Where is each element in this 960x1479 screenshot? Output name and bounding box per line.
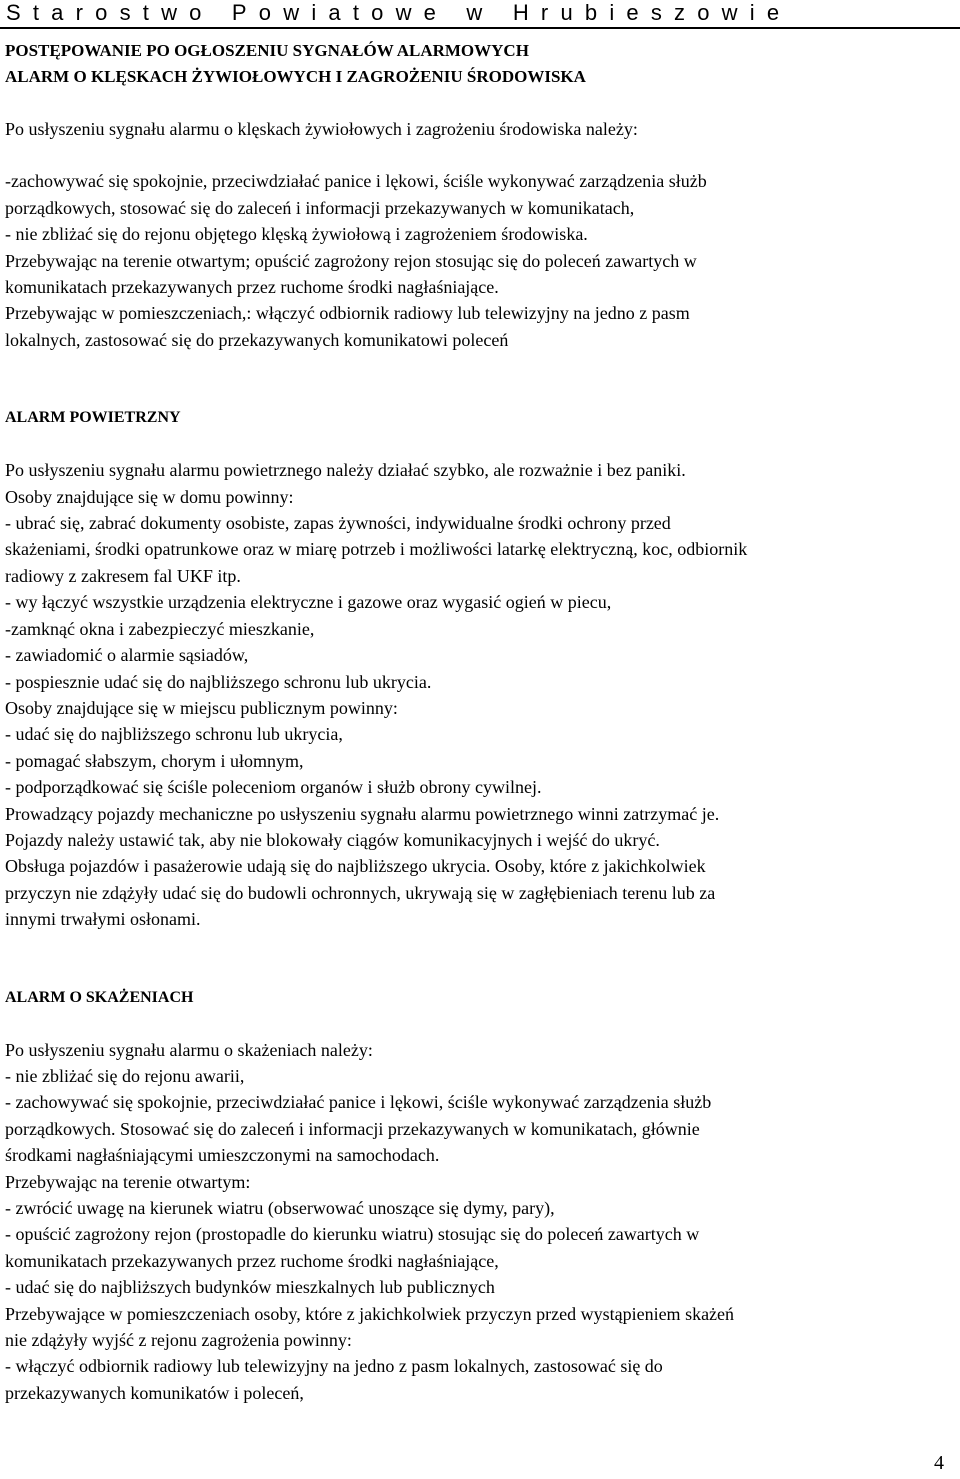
text-line: - pomagać słabszym, chorym i ułomnym, — [5, 750, 304, 771]
section2-heading: ALARM POWIETRZNY — [5, 409, 181, 427]
text-line: Osoby znajdujące się w domu powinny: — [5, 486, 294, 507]
text-line: przyczyn nie zdążyły udać się do budowli ochronnych, ukrywają się w zagłębieniach terenu lub za — [5, 882, 716, 903]
text-line: Przebywając w pomieszczeniach,: włączyć odbiornik radiowy lub telewizyjny na jedno z pasm — [5, 303, 690, 324]
heading-line: POSTĘPOWANIE PO OGŁOSZENIU SYGNAŁÓW ALARMOWYCH — [5, 41, 529, 60]
text-line: - zachowywać się spokojnie, przeciwdziałać panice i lękowi, ściśle wykonywać zarządzenia służb — [5, 1092, 712, 1113]
text-line: komunikatach przekazywanych przez ruchome środki nagłaśniające, — [5, 1250, 499, 1271]
text-line: Osoby znajdujące się w miejscu publicznym powinny: — [5, 697, 398, 718]
heading-line: ALARM O KLĘSKACH ŻYWIOŁOWYCH I ZAGROŻENIU ŚRODOWISKA — [5, 67, 586, 86]
text-line: Pojazdy należy ustawić tak, aby nie blokowały ciągów komunikacyjnych i wejść do ukryć. — [5, 829, 660, 850]
text-line: Prowadzący pojazdy mechaniczne po usłyszeniu sygnału alarmu powietrznego winni zatrzymać je. — [5, 803, 720, 824]
text-line: lokalnych, zastosować się do przekazywanych komunikatowi poleceń — [5, 329, 509, 350]
text-line: Przebywając na terenie otwartym; opuścić zagrożony rejon stosując się do poleceń zawartych w — [5, 250, 697, 271]
document-body — [5, 38, 955, 1406]
text-line: - udać się do najbliższego schronu lub ukrycia, — [5, 724, 343, 745]
text-line: komunikatach przekazywanych przez ruchome środki nagłaśniające. — [5, 277, 499, 298]
section2-text — [5, 457, 955, 932]
text-line: nie zdążyły wyjść z rejonu zagrożenia powinny: — [5, 1330, 352, 1351]
text-line: - nie zbliżać się do rejonu objętego klęską żywiołową i zagrożeniem środowiska. — [5, 224, 588, 245]
text-line: - pospiesznie udać się do najbliższego schronu lub ukrycia. — [5, 671, 432, 692]
text-line: Obsługa pojazdów i pasażerowie udają się do najbliższego ukrycia. Osoby, które z jakichkolwiek — [5, 856, 706, 877]
text-line: przekazywanych komunikatów i poleceń, — [5, 1382, 304, 1403]
text-line: innymi trwałymi osłonami. — [5, 909, 201, 930]
text-line: Po usłyszeniu sygnału alarmu o klęskach żywiołowych i zagrożeniu środowiska należy: — [5, 119, 638, 139]
text-line: -zachowywać się spokojnie, przeciwdziałać panice i lękowi, ściśle wykonywać zarządzenia służb — [5, 171, 707, 192]
text-line: - włączyć odbiornik radiowy lub telewizyjny na jedno z pasm lokalnych, zastosować się do — [5, 1356, 663, 1377]
text-line: Przebywając na terenie otwartym: — [5, 1171, 251, 1192]
text-line: radiowy z zakresem fal UKF itp. — [5, 565, 241, 586]
text-line: Po usłyszeniu sygnału alarmu o skażeniach należy: — [5, 1039, 373, 1060]
text-line: - udać się do najbliższych budynków mieszkalnych lub publicznych — [5, 1277, 495, 1298]
text-line: - zawiadomić o alarmie sąsiadów, — [5, 645, 249, 666]
text-line: porządkowych. Stosować się do zaleceń i informacji przekazywanych w komunikatach, głównie — [5, 1118, 700, 1139]
section1-heading — [5, 38, 955, 90]
text-line: Po usłyszeniu sygnału alarmu powietrznego należy działać szybko, ale rozważnie i bez paniki. — [5, 460, 686, 481]
section3-heading: ALARM O SKAŻENIACH — [5, 988, 194, 1006]
text-line: środkami nagłaśniającymi umieszczonymi na samochodach. — [5, 1145, 440, 1166]
text-line: porządkowych, stosować się do zaleceń i informacji przekazywanych w komunikatach, — [5, 197, 635, 218]
section1-intro — [5, 116, 955, 142]
text-line: - podporządkować się ściśle poleceniom organów i służb obrony cywilnej. — [5, 777, 542, 798]
text-line: Przebywające w pomieszczeniach osoby, które z jakichkolwiek przyczyn przed wystąpieniem skażeń — [5, 1303, 735, 1324]
text-line: - nie zbliżać się do rejonu awarii, — [5, 1065, 245, 1086]
text-line: - opuścić zagrożony rejon (prostopadle do kierunku wiatru) stosując się do poleceń zawartych w — [5, 1224, 700, 1245]
document-header: Starostwo Powiatowe w Hrubieszowie — [6, 0, 792, 25]
text-line: -zamknąć okna i zabezpieczyć mieszkanie, — [5, 618, 315, 639]
section3-text — [5, 1037, 955, 1407]
section1-text — [5, 168, 955, 353]
text-line: - ubrać się, zabrać dokumenty osobiste, zapas żywności, indywidualne środki ochrony przed — [5, 513, 671, 534]
page-number: 4 — [934, 1452, 944, 1474]
header-rule — [0, 27, 960, 29]
text-line: - wy łączyć wszystkie urządzenia elektryczne i gazowe oraz wygasić ogień w piecu, — [5, 592, 612, 613]
text-line: skażeniami, środki opatrunkowe oraz w miarę potrzeb i możliwości latarkę elektryczną, koc, odbiornik — [5, 539, 748, 560]
text-line: - zwrócić uwagę na kierunek wiatru (obserwować unoszące się dymy, pary), — [5, 1198, 555, 1218]
